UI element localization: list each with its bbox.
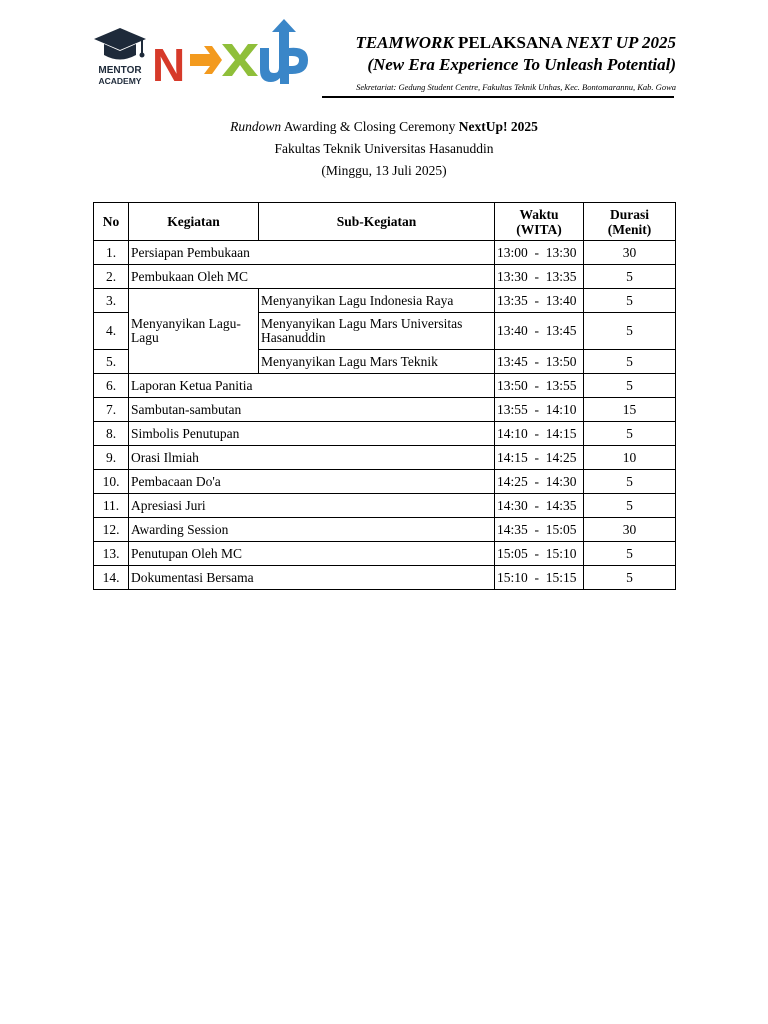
- row-waktu: 13:40 - 13:45: [495, 313, 584, 350]
- table-row: [94, 422, 676, 446]
- row-number: 4.: [94, 313, 129, 350]
- row-waktu: 13:35 - 13:40: [495, 289, 584, 313]
- header-waktu-unit: (WITA): [516, 221, 562, 237]
- row-kegiatan: Orasi Ilmiah: [129, 446, 495, 470]
- title-line-3: (Minggu, 13 Juli 2025): [321, 163, 447, 178]
- secretariat-address: Sekretariat: Gedung Student Centre, Fakultas Teknik Unhas, Kec. Bontomarannu, Kab. Gowa: [356, 82, 676, 92]
- table-row: [94, 566, 676, 590]
- row-durasi: 30: [584, 518, 676, 542]
- row-number: 5.: [94, 350, 129, 374]
- row-durasi: 10: [584, 446, 676, 470]
- header-no: No: [94, 203, 129, 241]
- nextup-logo: [152, 18, 322, 93]
- row-sub-kegiatan: Menyanyikan Lagu Mars Universitas Hasanuddin: [259, 313, 495, 350]
- title-line-1: [0, 116, 768, 138]
- letterhead-divider: [322, 96, 674, 98]
- row-kegiatan: Simbolis Penutupan: [129, 422, 495, 446]
- academy-text: ACADEMY: [98, 76, 142, 86]
- mentor-text: MENTOR: [98, 65, 142, 76]
- row-durasi: 5: [584, 542, 676, 566]
- row-durasi: 5: [584, 289, 676, 313]
- document-title: [0, 116, 768, 182]
- rundown-table: [93, 202, 676, 590]
- row-durasi: 5: [584, 566, 676, 590]
- letterhead: [90, 18, 676, 100]
- table-row: [94, 374, 676, 398]
- title-event: NextUp! 2025: [458, 119, 538, 134]
- row-sub-kegiatan: Menyanyikan Lagu Indonesia Raya: [259, 289, 495, 313]
- row-waktu: 15:10 - 15:15: [495, 566, 584, 590]
- row-kegiatan: Menyanyikan Lagu-Lagu: [129, 289, 259, 374]
- row-waktu: 14:35 - 15:05: [495, 518, 584, 542]
- row-durasi: 5: [584, 470, 676, 494]
- row-durasi: 15: [584, 398, 676, 422]
- organizer-block: [320, 32, 676, 94]
- row-sub-kegiatan: Menyanyikan Lagu Mars Teknik: [259, 350, 495, 374]
- row-number: 6.: [94, 374, 129, 398]
- row-waktu: 13:45 - 13:50: [495, 350, 584, 374]
- row-number: 1.: [94, 241, 129, 265]
- organizer-title: [320, 32, 676, 54]
- table-row: [94, 518, 676, 542]
- row-durasi: 5: [584, 422, 676, 446]
- row-kegiatan: Penutupan Oleh MC: [129, 542, 495, 566]
- row-waktu: 14:25 - 14:30: [495, 470, 584, 494]
- row-kegiatan: Persiapan Pembukaan: [129, 241, 495, 265]
- table-row: [94, 289, 676, 313]
- table-row: [94, 470, 676, 494]
- row-waktu: 14:30 - 14:35: [495, 494, 584, 518]
- row-kegiatan: Laporan Ketua Panitia: [129, 374, 495, 398]
- logo-up-arrow-icon: [260, 19, 308, 84]
- table-row: [94, 494, 676, 518]
- table-row: [94, 446, 676, 470]
- row-number: 2.: [94, 265, 129, 289]
- row-number: 13.: [94, 542, 129, 566]
- logo-arrow-icon: [190, 46, 222, 74]
- row-waktu: 13:00 - 13:30: [495, 241, 584, 265]
- next-up-text: NEXT UP 2025: [566, 33, 676, 52]
- organizer-tagline: (New Era Experience To Unleash Potential): [367, 55, 676, 74]
- row-waktu: 13:30 - 13:35: [495, 265, 584, 289]
- row-waktu: 15:05 - 15:10: [495, 542, 584, 566]
- row-number: 3.: [94, 289, 129, 313]
- header-sub-kegiatan: Sub-Kegiatan: [259, 203, 495, 241]
- header-durasi-unit: (Menit): [607, 221, 652, 237]
- logo-letter-n: N: [152, 39, 186, 88]
- row-kegiatan: Pembacaan Do'a: [129, 470, 495, 494]
- row-kegiatan: Pembukaan Oleh MC: [129, 265, 495, 289]
- row-durasi: 5: [584, 350, 676, 374]
- title-rundown: Rundown: [230, 119, 282, 134]
- row-durasi: 30: [584, 241, 676, 265]
- row-waktu: 13:50 - 13:55: [495, 374, 584, 398]
- row-number: 8.: [94, 422, 129, 446]
- row-durasi: 5: [584, 374, 676, 398]
- pelaksana-text: PELAKSANA: [453, 33, 567, 52]
- row-number: 14.: [94, 566, 129, 590]
- row-number: 11.: [94, 494, 129, 518]
- mentor-academy-logo: [90, 26, 150, 96]
- row-waktu: 14:15 - 14:25: [495, 446, 584, 470]
- header-waktu: [495, 203, 584, 241]
- teamwork-text: TEAMWORK: [355, 33, 454, 52]
- row-kegiatan: Apresiasi Juri: [129, 494, 495, 518]
- row-number: 10.: [94, 470, 129, 494]
- header-durasi: [584, 203, 676, 241]
- table-row: [94, 398, 676, 422]
- table-row: [94, 265, 676, 289]
- row-waktu: 14:10 - 14:15: [495, 422, 584, 446]
- row-durasi: 5: [584, 494, 676, 518]
- logo-x-icon: [222, 44, 258, 76]
- table-row: [94, 542, 676, 566]
- row-durasi: 5: [584, 313, 676, 350]
- header-waktu-label: Waktu: [519, 206, 559, 222]
- graduation-cap-icon: [92, 26, 148, 66]
- row-number: 9.: [94, 446, 129, 470]
- title-ceremony: Awarding & Closing Ceremony: [281, 119, 459, 134]
- row-kegiatan: Awarding Session: [129, 518, 495, 542]
- row-kegiatan: Dokumentasi Bersama: [129, 566, 495, 590]
- header-durasi-label: Durasi: [609, 206, 649, 222]
- row-number: 12.: [94, 518, 129, 542]
- row-waktu: 13:55 - 14:10: [495, 398, 584, 422]
- row-number: 7.: [94, 398, 129, 422]
- table-row: [94, 241, 676, 265]
- title-line-2: Fakultas Teknik Universitas Hasanuddin: [274, 141, 494, 156]
- row-kegiatan: Sambutan-sambutan: [129, 398, 495, 422]
- table-header-row: [94, 203, 676, 241]
- row-durasi: 5: [584, 265, 676, 289]
- header-kegiatan: Kegiatan: [129, 203, 259, 241]
